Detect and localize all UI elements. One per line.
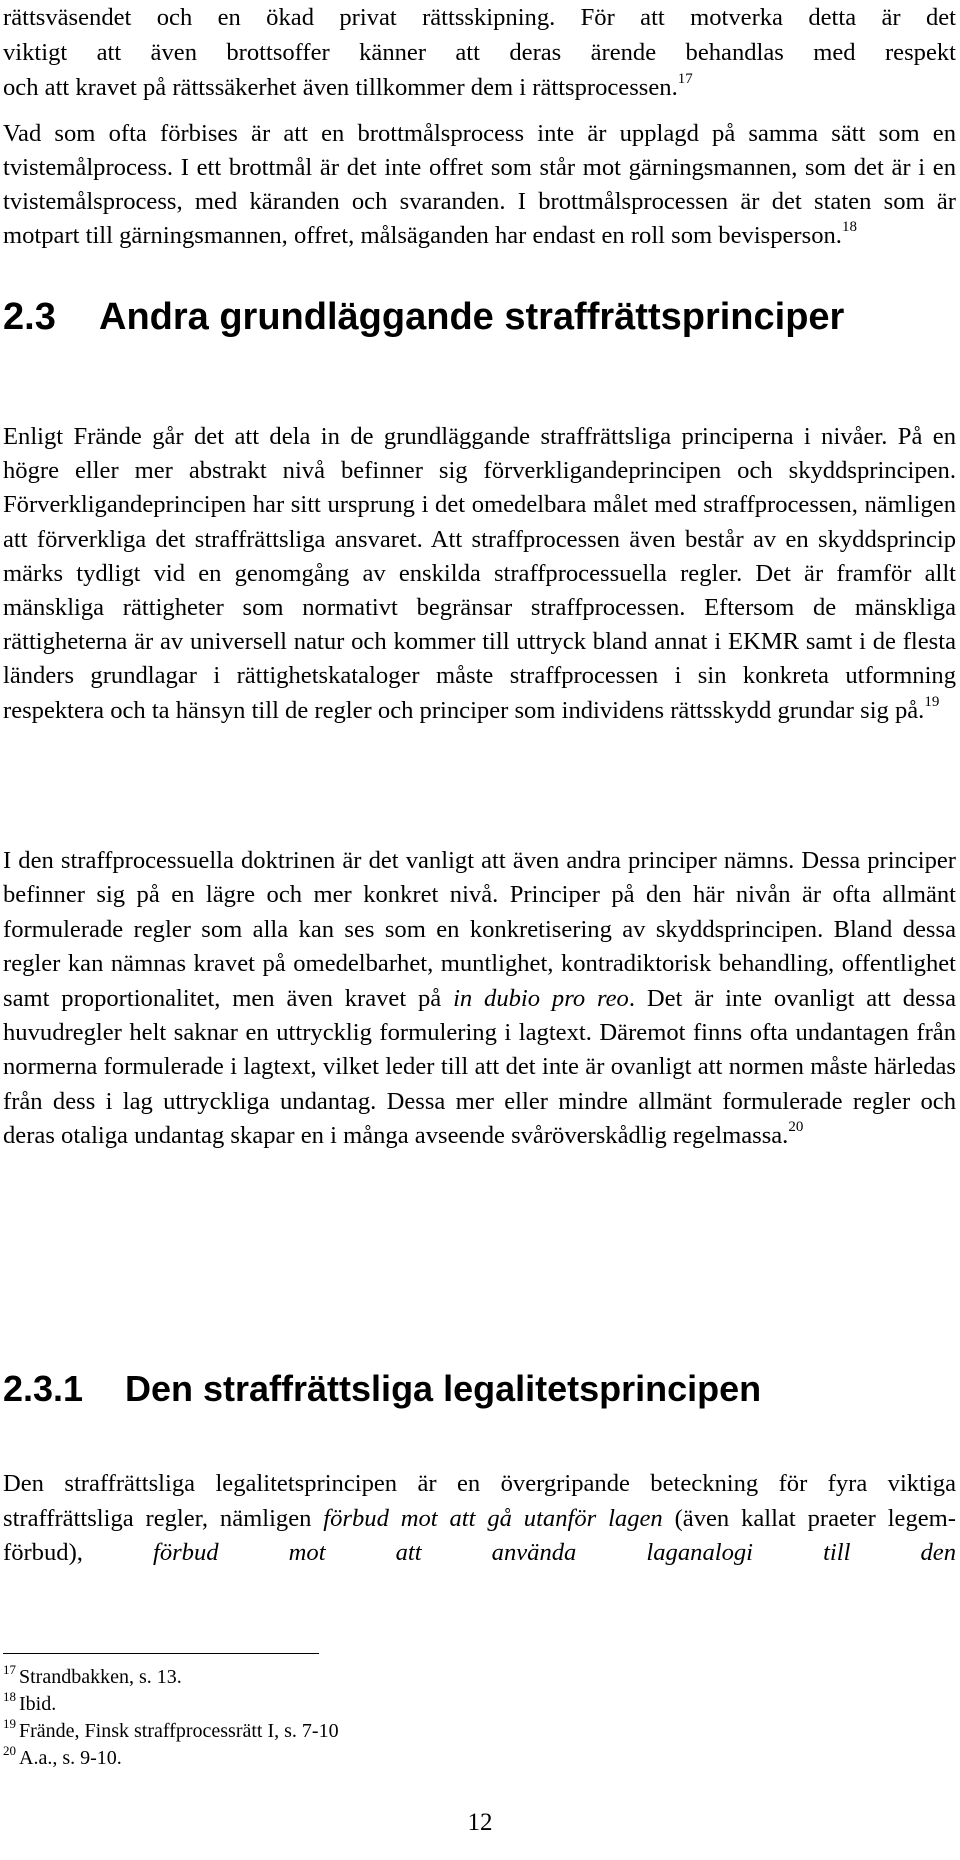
- footnote-ref-19: 19: [924, 693, 940, 710]
- footnote-18: [3, 1691, 903, 1718]
- footnote-number: 17: [3, 1662, 16, 1677]
- italic-phrase: in dubio pro reo: [453, 984, 629, 1012]
- paragraph-text: I den straffprocessuella doktrinen är det vanligt att även andra principer nämns. Dessa principer befinner sig på en lägre och mer konkret nivå. Principer på den här nivån är ofta allmänt formulerade regler som alla kan ses som en konkretisering av skyddsprincipen. Bland dessa regler kan nämnas kravet på omedelbarhet, muntlighet, kontradiktorisk behandling, offentlighet samt proportionalitet, men även kravet på: [3, 847, 956, 1012]
- heading-number: 2.3: [3, 296, 56, 338]
- footnotes: [3, 1664, 903, 1772]
- section-heading-2-3-1: [3, 1367, 956, 1411]
- italic-phrase: förbud mot att använda laganalogi till den: [152, 1539, 956, 1566]
- paragraph: [3, 420, 956, 728]
- heading-number: 2.3.1: [3, 1368, 84, 1409]
- paragraph-line: rättsväsendet och en ökad privat rättsskipning. För att motverka detta är det: [3, 4, 956, 31]
- heading-title: Andra grundläggande straffrättsprinciper: [99, 296, 845, 338]
- footnote-19: [3, 1718, 903, 1745]
- footnote-separator: [3, 1653, 319, 1654]
- footnote-20: [3, 1745, 903, 1772]
- paragraph-text: Den straffrättsliga legalitetsprincipen är en övergripande beteckning för fyra viktiga straffrättsliga regler, nämligen: [3, 1470, 956, 1532]
- page-number: 12: [467, 1809, 493, 1836]
- paragraph-text: (även kallat praeter legem-förbud),: [3, 1504, 956, 1566]
- paragraph-text: Enligt Frände går det att dela in de grundläggande straffrättsliga principerna i nivåer. På en högre eller mer abstrakt nivå befinner sig förverkligandeprincipen och skyddsprincipen. Förverkligandeprincipen har sitt ursprung i det omedelbara målet med straffprocessen, nämligen att förverkliga det straffrättsliga ansvaret. Att straffprocessen även består av en skyddsprincip märks tydligt vid en genomgång av enskilda straffprocessuella regler. Det är framför allt mänskliga rättigheter som normativt begränsar straffprocessen. Eftersom de mänskliga rättigheterna är av universell natur och kommer till uttryck bland annat i EKMR samt i de flesta länders grundlagar i rättighetskataloger måste straffprocessen i sin konkreta utformning respektera och ta hänsyn till de regler och principer som individens rättsskydd grundar sig på.: [3, 423, 956, 724]
- paragraph: [3, 117, 956, 253]
- paragraph-line: [3, 70, 956, 105]
- paragraph-line: viktigt att även brottsoffer känner att deras ärende behandlas med respekt: [3, 39, 956, 66]
- paragraph: [3, 1467, 956, 1571]
- footnote-17: [3, 1664, 903, 1691]
- footnote-text: Ibid.: [19, 1693, 57, 1715]
- footnote-number: 19: [3, 1716, 16, 1731]
- paragraph-text: . Det är inte ovanligt att dessa huvudregler helt saknar en uttrycklig formulering i lagtext. Däremot finns ofta undantagen från normerna formulerade i lagtext, vilket leder till att det inte är ovanligt att normen måste härledas från dess i lag uttryckliga undantag. Dessa mer eller mindre allmänt formulerade regler och deras otaliga undantag skapar en i många avseende svåröverskådlig regelmassa.: [3, 984, 956, 1150]
- footnote-ref-20: 20: [788, 1119, 804, 1136]
- heading-title: Den straffrättsliga legalitetsprincipen: [125, 1368, 762, 1409]
- section-heading-2-3: [3, 291, 956, 343]
- footnote-ref-18: 18: [841, 219, 857, 235]
- footnote-number: 18: [3, 1689, 16, 1704]
- italic-phrase: förbud mot att gå utanför lagen: [323, 1504, 663, 1532]
- paragraph: [3, 844, 956, 1154]
- footnote-text: Strandbakken, s. 13.: [19, 1666, 182, 1688]
- paragraph-text: och att kravet på rättssäkerhet även tillkommer dem i rättsprocessen.: [3, 74, 678, 101]
- footnote-text: A.a., s. 9-10.: [19, 1747, 122, 1769]
- footnote-number: 20: [3, 1743, 16, 1758]
- paragraph-continued: [3, 0, 956, 105]
- footnote-text: Frände, Finsk straffprocessrätt I, s. 7-10: [19, 1720, 339, 1742]
- footnote-ref-17: 17: [677, 71, 693, 87]
- paragraph-text: Vad som ofta förbises är att en brottmålsprocess inte är upplagd på samma sätt som en tvistemålprocess. I ett brottmål är det inte offret som står mot gärningsmannen, som det är i en tvistemålsprocess, med käranden och svaranden. I brottmålsprocessen är det staten som är motpart till gärningsmannen, offret, målsäganden har endast en roll som bevisperson.: [3, 120, 956, 249]
